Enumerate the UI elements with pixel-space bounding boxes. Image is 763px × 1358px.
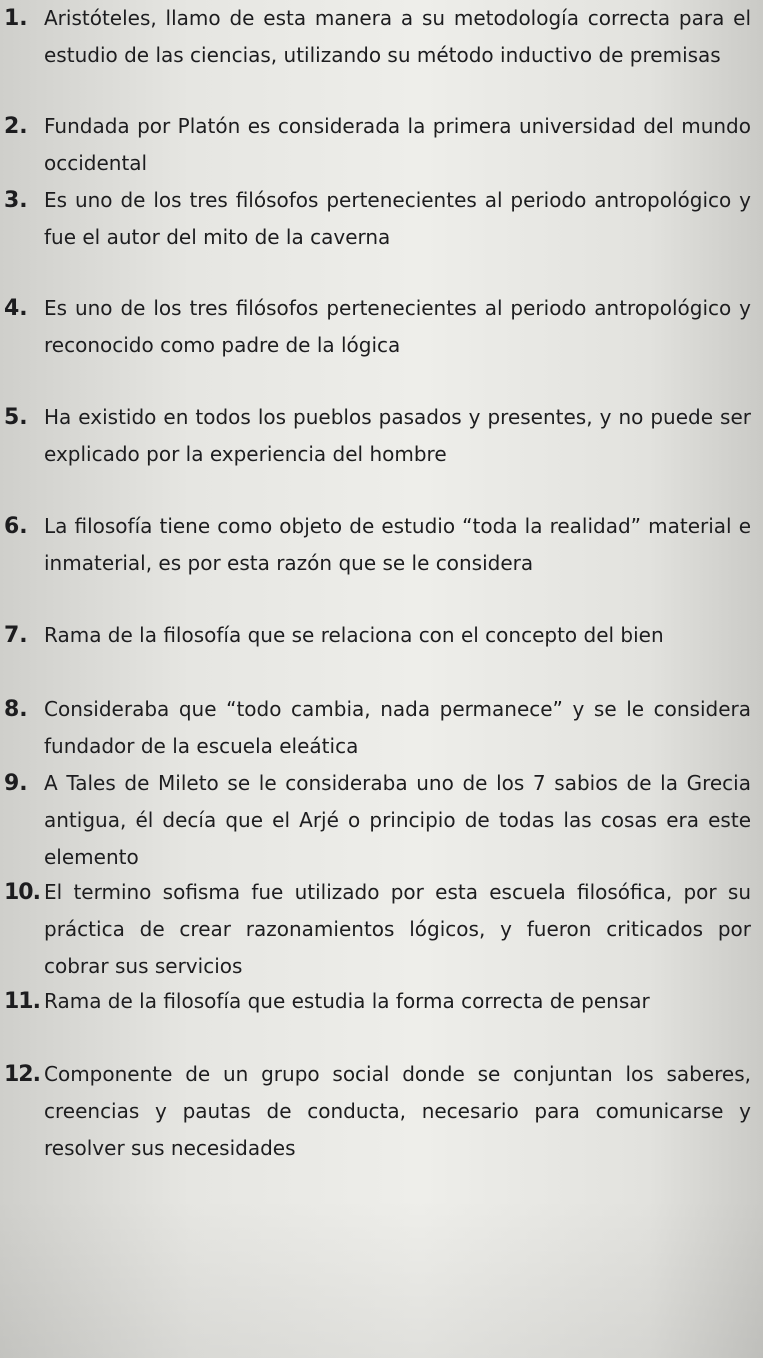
question-text: Rama de la filosofía que se relaciona con el concepto del bien [44,623,664,647]
question-item-12 [4,1056,751,1167]
question-number: 7. [4,623,28,648]
question-item-2 [4,108,751,182]
question-text: Fundada por Platón es considerada la primera universidad del mundo occidental [44,114,751,175]
question-number: 3. [4,188,28,213]
question-number: 12. [4,1062,40,1087]
question-item-3 [4,182,751,256]
question-text: Aristóteles, llamo de esta manera a su metodología correcta para el estudio de las ciencias, utilizando su método inductivo de premisas [44,6,751,67]
question-text: El termino sofisma fue utilizado por esta escuela filosófica, por su práctica de crear razonamientos lógicos, y fueron criticados por cobrar sus servicios [44,880,751,978]
question-text: La filosofía tiene como objeto de estudio “toda la realidad” material e inmaterial, es por esta razón que se le considera [44,514,751,575]
question-text: Componente de un grupo social donde se conjuntan los saberes, creencias y pautas de conducta, necesario para comunicarse y resolver sus necesidades [44,1062,751,1160]
question-text: Es uno de los tres filósofos pertenecientes al periodo antropológico y fue el autor del mito de la caverna [44,188,751,249]
question-number: 4. [4,296,28,321]
question-item-8 [4,691,751,765]
question-item-10 [4,874,751,985]
question-number: 10. [4,880,40,905]
question-item-5 [4,399,751,473]
question-number: 11. [4,989,40,1014]
question-number: 1. [4,6,28,31]
question-item-1 [4,0,751,74]
question-item-7 [4,617,751,654]
question-text: A Tales de Mileto se le consideraba uno de los 7 sabios de la Grecia antigua, él decía que el Arjé o principio de todas las cosas era este elemento [44,771,751,869]
question-item-4 [4,290,751,364]
question-number: 9. [4,771,28,796]
question-text: Consideraba que “todo cambia, nada permanece” y se le considera fundador de la escuela eleática [44,697,751,758]
question-text: Es uno de los tres filósofos pertenecientes al periodo antropológico y reconocido como padre de la lógica [44,296,751,357]
question-item-9 [4,765,751,876]
question-number: 2. [4,114,28,139]
question-number: 5. [4,405,28,430]
question-text: Ha existido en todos los pueblos pasados y presentes, y no puede ser explicado por la experiencia del hombre [44,405,751,466]
question-item-6 [4,508,751,582]
question-item-11 [4,983,751,1020]
question-number: 6. [4,514,28,539]
question-number: 8. [4,697,28,722]
question-text: Rama de la filosofía que estudia la forma correcta de pensar [44,989,650,1013]
paper-shadow [0,1198,763,1358]
